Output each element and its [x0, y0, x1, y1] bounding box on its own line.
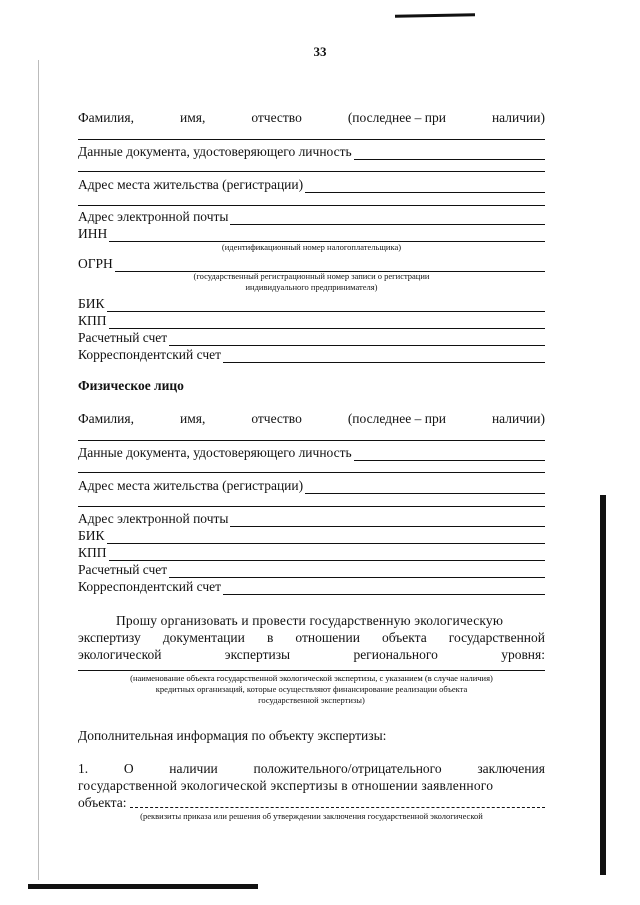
ogrn-field[interactable]	[78, 255, 545, 272]
item1-caption: (реквизиты приказа или решения об утверждении заключения государственной экологической	[140, 811, 483, 821]
object-caption-1: (наименование объекта государственной экологической экспертизы, с указанием (в случае наличия)	[130, 673, 493, 683]
kpp-label: КПП	[78, 313, 107, 328]
item1-word: О	[123, 761, 134, 776]
additional-heading: Дополнительная информация по объекту экспертизы:	[78, 728, 387, 743]
ogrn-caption-1: (государственный регистрационный номер записи о регистрации	[193, 271, 430, 281]
email-field-2[interactable]	[78, 510, 545, 527]
fio-word: Фамилия,	[78, 110, 134, 125]
doc-fill[interactable]	[354, 146, 545, 160]
item1-word: наличии	[169, 761, 218, 776]
fio-line-2	[78, 410, 545, 427]
corr-account-label: Корреспондентский счет	[78, 579, 222, 594]
account-fill[interactable]	[169, 332, 545, 346]
kpp-fill[interactable]	[109, 547, 545, 561]
item1-word: заключения	[477, 761, 545, 776]
corr-account-fill[interactable]	[223, 349, 545, 363]
fio-word: наличии)	[491, 110, 545, 125]
section-title-individual: Физическое лицо	[78, 378, 184, 393]
object-caption-2: кредитных организаций, которые осуществляют финансирование реализации объекта	[155, 684, 468, 694]
request-word: объекта	[382, 630, 427, 645]
fio-word: (последнее – при	[347, 110, 446, 125]
bik-field[interactable]	[78, 295, 545, 312]
inn-field[interactable]	[78, 225, 545, 242]
fio-word: отчество	[251, 411, 302, 426]
request-word: в	[266, 630, 274, 645]
request-word: государственной	[448, 630, 545, 645]
ogrn-label: ОГРН	[78, 256, 113, 271]
item1-line-1	[78, 760, 545, 777]
email-label: Адрес электронной почты	[78, 511, 229, 526]
doc-fill-line-2[interactable]	[78, 171, 545, 172]
request-word: документации	[162, 630, 245, 645]
address-label: Адрес места жительства (регистрации)	[78, 478, 304, 493]
fio-word: имя,	[179, 110, 206, 125]
request-word: отношении	[295, 630, 360, 645]
doc-fill[interactable]	[354, 447, 545, 461]
address-field-2[interactable]	[78, 477, 545, 494]
email-fill[interactable]	[230, 211, 545, 225]
doc-field[interactable]	[78, 143, 545, 160]
account-label: Расчетный счет	[78, 330, 168, 345]
item1-object-fill[interactable]	[130, 794, 545, 808]
corr-account-field[interactable]	[78, 346, 545, 363]
request-line-3	[78, 646, 545, 663]
request-word: экспертизы	[224, 647, 291, 662]
kpp-fill[interactable]	[109, 315, 545, 329]
address-fill-line-2[interactable]	[78, 205, 545, 206]
address-field[interactable]	[78, 176, 545, 193]
inn-caption: (идентификационный номер налогоплательщика)	[221, 242, 402, 252]
corr-account-fill[interactable]	[223, 581, 545, 595]
account-label: Расчетный счет	[78, 562, 168, 577]
account-fill[interactable]	[169, 564, 545, 578]
kpp-label: КПП	[78, 545, 107, 560]
ogrn-fill[interactable]	[115, 258, 545, 272]
doc-label: Данные документа, удостоверяющего личность	[78, 445, 352, 460]
page-number: 33	[313, 44, 327, 59]
request-word: регионального	[353, 647, 438, 662]
address-fill[interactable]	[305, 480, 545, 494]
email-fill[interactable]	[230, 513, 545, 527]
kpp-field[interactable]	[78, 312, 545, 329]
fio-word: наличии)	[491, 411, 545, 426]
doc-fill-line-2b[interactable]	[78, 472, 545, 473]
item1-line-2	[78, 777, 545, 794]
scan-artifact-right	[600, 495, 606, 875]
address-label: Адрес места жительства (регистрации)	[78, 177, 304, 192]
bik-label: БИК	[78, 528, 105, 543]
email-field[interactable]	[78, 208, 545, 225]
bik-label: БИК	[78, 296, 105, 311]
doc-label: Данные документа, удостоверяющего личность	[78, 144, 352, 159]
object-name-fill-line[interactable]	[78, 670, 545, 671]
scan-artifact-left	[38, 60, 39, 880]
bik-field-2[interactable]	[78, 527, 545, 544]
item1-text: государственной экологической экспертизы в отношении заявленного	[78, 778, 494, 793]
fio-word: отчество	[251, 110, 302, 125]
inn-fill[interactable]	[109, 228, 545, 242]
fio-word: (последнее – при	[347, 411, 446, 426]
address-fill-line-2b[interactable]	[78, 506, 545, 507]
corr-account-field-2[interactable]	[78, 578, 545, 595]
item1-word: положительного/отрицательного	[253, 761, 442, 776]
scan-artifact-top	[395, 13, 475, 17]
object-caption-3: государственной экспертизы)	[258, 695, 365, 705]
bik-fill[interactable]	[107, 298, 545, 312]
fio-fill-line-2[interactable]	[78, 440, 545, 441]
kpp-field-2[interactable]	[78, 544, 545, 561]
email-label: Адрес электронной почты	[78, 209, 229, 224]
item1-paragraph	[78, 760, 545, 811]
fio-word: Фамилия,	[78, 411, 134, 426]
doc-field-2[interactable]	[78, 444, 545, 461]
item1-object-label: объекта:	[78, 795, 127, 810]
request-word: экологической	[78, 647, 162, 662]
corr-account-label: Корреспондентский счет	[78, 347, 222, 362]
ogrn-caption-2: индивидуального предпринимателя)	[245, 282, 378, 292]
inn-label: ИНН	[78, 226, 108, 241]
scan-artifact-bottom	[28, 884, 258, 889]
fio-word: имя,	[179, 411, 206, 426]
fio-line	[78, 109, 545, 126]
request-text: Прошу организовать и провести государственную экологическую	[116, 613, 504, 628]
address-fill[interactable]	[305, 179, 545, 193]
item1-word: 1.	[78, 761, 89, 776]
bik-fill[interactable]	[107, 530, 545, 544]
request-word: уровня:	[501, 647, 545, 662]
account-field[interactable]	[78, 329, 545, 346]
account-field-2[interactable]	[78, 561, 545, 578]
fio-fill-line[interactable]	[78, 139, 545, 140]
request-paragraph	[78, 612, 545, 663]
request-word: экспертизу	[78, 630, 141, 645]
request-line-1	[78, 612, 545, 629]
request-line-2	[78, 629, 545, 646]
item1-line-3	[78, 794, 545, 811]
